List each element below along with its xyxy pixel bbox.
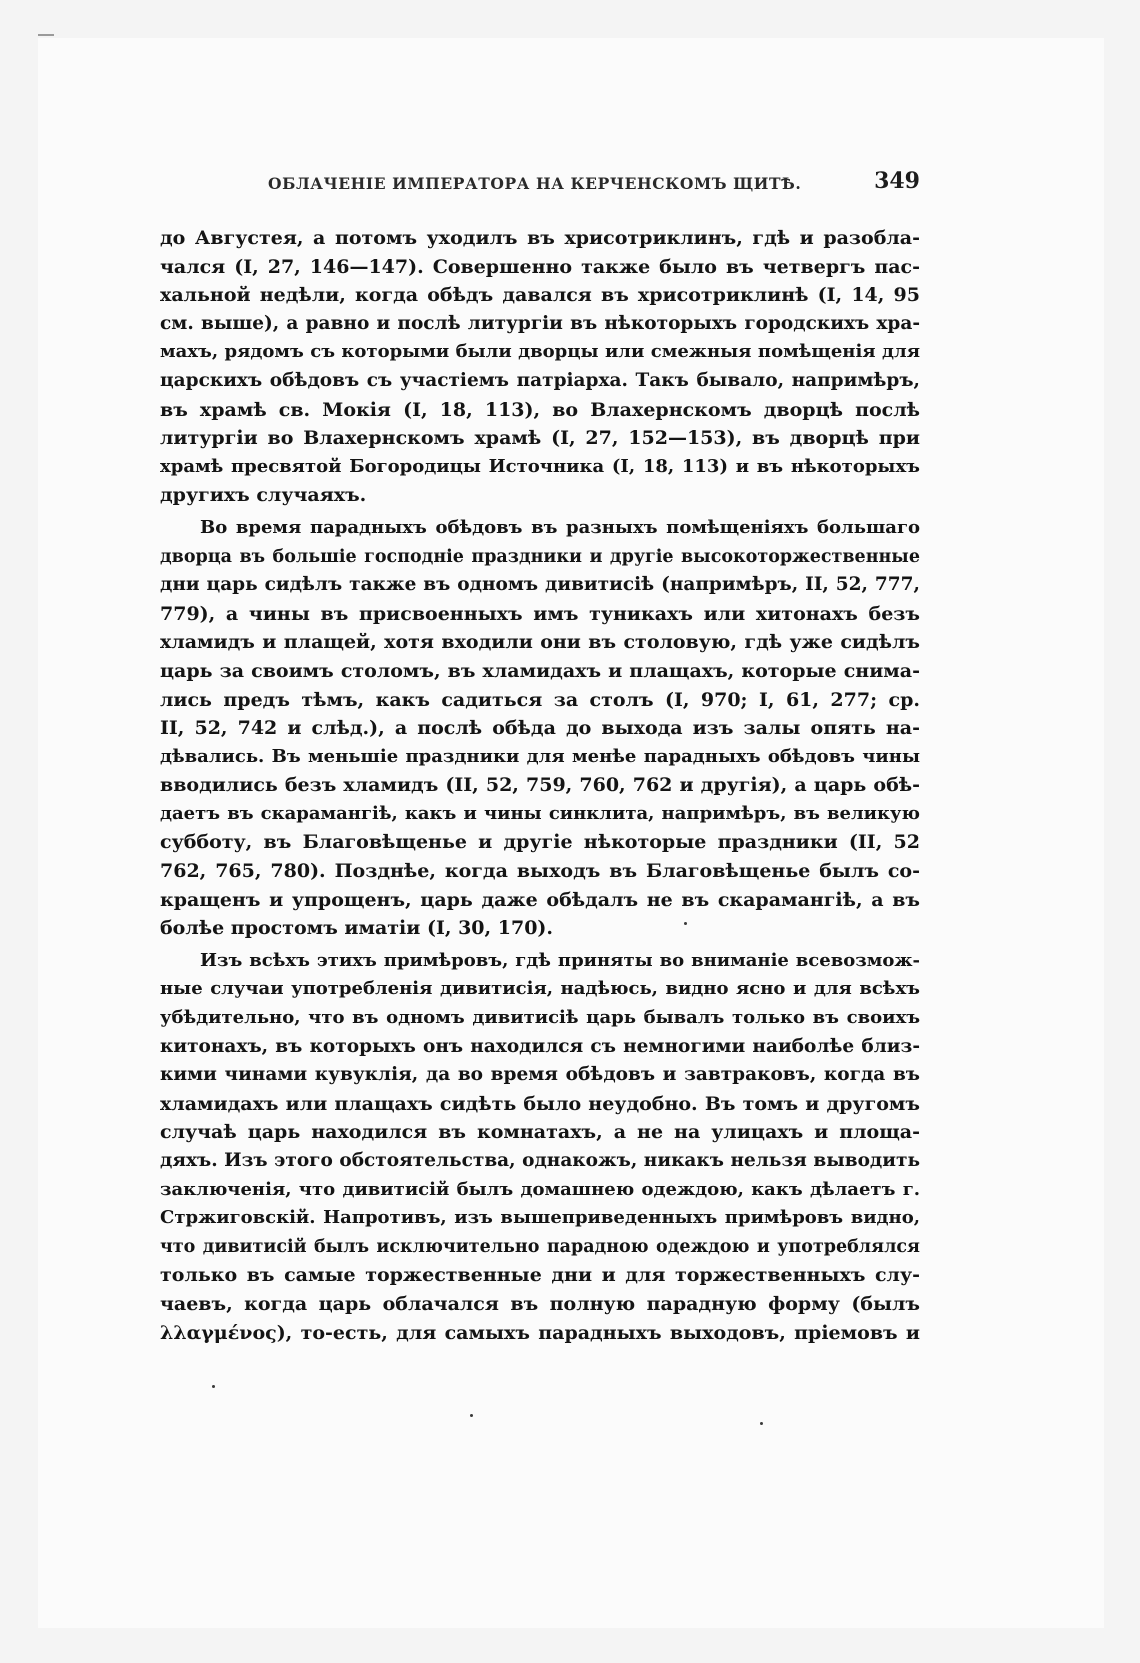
- text-line: λλαγμένος), то-есть, для самыхъ парадныхъ выходовъ, пріемовъ и: [160, 1321, 920, 1344]
- text-line: махъ, рядомъ съ которыми были дворцы или смежныя помѣщенія для: [160, 341, 920, 363]
- page-header: [268, 170, 920, 200]
- text-line: Изъ всѣхъ этихъ примѣровъ, гдѣ приняты во вниманіе всевозмож-: [200, 949, 920, 971]
- text-line: хальной недѣли, когда обѣдъ давался въ хрисотриклинѣ (I, 14, 95: [160, 284, 920, 307]
- scan-speck: [684, 922, 687, 925]
- text-line: хламидахъ или плащахъ сидѣть было неудобно. Въ томъ и другомъ: [160, 1092, 920, 1115]
- scan-edge-mark: [38, 34, 54, 36]
- text-line: болѣе простомъ иматіи (I, 30, 170).: [160, 917, 554, 940]
- text-line: до Августея, а потомъ уходилъ въ хрисотриклинъ, гдѣ и разобла-: [160, 227, 920, 249]
- text-line: Во время парадныхъ обѣдовъ въ разныхъ помѣщеніяхъ большаго: [200, 516, 920, 538]
- scan-speck: [470, 1414, 473, 1417]
- text-line: см. выше), а равно и послѣ литургіи въ нѣкоторыхъ городскихъ хра-: [160, 312, 920, 334]
- text-line: кими чинами кувуклія, да во время обѣдовъ и завтраковъ, когда въ: [160, 1064, 920, 1086]
- page-number: 349: [874, 168, 920, 194]
- text-line: дворца въ большіе господніе праздники и другіе высокоторжественные: [160, 546, 920, 567]
- text-line: случаѣ царь находился въ комнатахъ, а не на улицахъ и площа-: [160, 1121, 920, 1144]
- text-line: другихъ случаяхъ.: [160, 484, 367, 507]
- scan-speck: [760, 1422, 763, 1425]
- text-line: только въ самые торжественные дни и для торжественныхъ слу-: [160, 1264, 920, 1287]
- paragraph-2: [160, 514, 920, 943]
- text-line: чаевъ, когда царь облачался въ полную парадную форму (былъ: [160, 1292, 920, 1315]
- text-line: въ храмѣ св. Мокія (I, 18, 113), во Влахернскомъ дворцѣ послѣ: [160, 398, 920, 421]
- scan-speck: [212, 1385, 215, 1388]
- text-line: лись предъ тѣмъ, какъ садиться за столъ (I, 970; I, 61, 277; ср.: [160, 688, 920, 711]
- text-line: дни царь сидѣлъ также въ одномъ дивитисіѣ (напримѣръ, II, 52, 777,: [160, 574, 920, 596]
- text-line: Стржиговскій. Напротивъ, изъ вышеприведенныхъ примѣровъ видно,: [160, 1207, 920, 1229]
- text-line: царь за своимъ столомъ, въ хламидахъ и плащахъ, которые снима-: [160, 659, 920, 682]
- text-line: субботу, въ Благовѣщенье и другіе нѣкоторые праздники (II, 52: [160, 831, 920, 854]
- text-line: литургіи во Влахернскомъ храмѣ (I, 27, 152—153), въ дворцѣ при: [160, 427, 920, 450]
- text-line: убѣдительно, что въ одномъ дивитисіѣ царь бывалъ только въ своихъ: [160, 1007, 920, 1029]
- text-line: 762, 765, 780). Позднѣе, когда выходъ въ Благовѣщенье былъ со-: [160, 860, 920, 883]
- text-line: чался (I, 27, 146—147). Совершенно также было въ четвергъ пас-: [160, 255, 920, 278]
- text-line: дяхъ. Изъ этого обстоятельства, однакожъ, никакъ нельзя выводить: [160, 1150, 920, 1171]
- text-line: 779), а чины въ присвоенныхъ имъ туникахъ или хитонахъ безъ: [160, 602, 920, 625]
- text-line: дѣвались. Въ меньшіе праздники для менѣе парадныхъ обѣдовъ чины: [160, 745, 920, 767]
- body-text: [160, 224, 920, 1351]
- text-line: китонахъ, въ которыхъ онъ находился съ немногими наиболѣе близ-: [160, 1035, 920, 1057]
- text-line: царскихъ обѣдовъ съ участіемъ патріарха. Такъ бывало, напримѣръ,: [160, 369, 920, 391]
- text-line: что дивитисій былъ исключительно парадною одеждою и употреблялся: [160, 1236, 920, 1257]
- paragraph-3: [160, 947, 920, 1347]
- text-line: ные случаи употребленія дивитисія, надѣюсь, видно ясно и для всѣхъ: [160, 978, 920, 1000]
- text-line: даетъ въ скарамангіѣ, какъ и чины синклита, напримѣръ, въ великую: [160, 802, 920, 824]
- text-line: вводились безъ хламидъ (II, 52, 759, 760, 762 и другія), а царь обѣ-: [160, 774, 920, 797]
- text-line: храмѣ пресвятой Богородицы Источника (I, 18, 113) и въ нѣкоторыхъ: [160, 455, 920, 477]
- text-line: II, 52, 742 и слѣд.), а послѣ обѣда до выхода изъ залы опять на-: [160, 717, 920, 740]
- text-line: кращенъ и упрощенъ, царь даже обѣдалъ не въ скарамангіѣ, а въ: [160, 888, 920, 911]
- text-line: заключенія, что дивитисій былъ домашнею одеждою, какъ дѣлаетъ г.: [160, 1178, 920, 1200]
- text-line: хламидъ и плащей, хотя входили они въ столовую, гдѣ уже сидѣлъ: [160, 631, 920, 654]
- paragraph-1: [160, 224, 920, 510]
- running-head: ОБЛАЧЕНІЕ ИМПЕРАТОРА НА КЕРЧЕНСКОМЪ ЩИТѢ.: [268, 174, 802, 193]
